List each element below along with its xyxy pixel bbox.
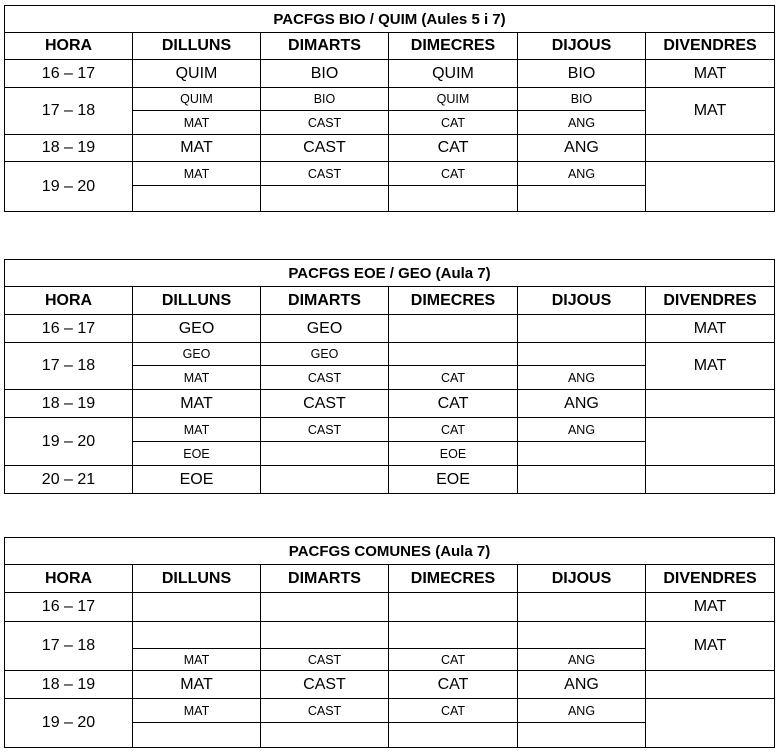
subject-cell <box>389 343 518 366</box>
subject-cell: CAT <box>389 135 518 162</box>
column-header-dilluns: DILLUNS <box>133 33 261 60</box>
subject-cell <box>646 418 775 466</box>
subject-cell: QUIM <box>133 88 261 111</box>
subject-cell: BIO <box>518 88 646 111</box>
subject-cell: CAST <box>261 162 389 186</box>
subject-cell: MAT <box>133 649 261 671</box>
subject-cell <box>646 699 775 748</box>
subject-cell: MAT <box>646 315 775 343</box>
subject-cell: ANG <box>518 699 646 723</box>
subject-cell: MAT <box>646 593 775 622</box>
subject-cell <box>261 466 389 494</box>
schedule-table-eoe-geo <box>4 259 775 494</box>
subject-cell: ANG <box>518 135 646 162</box>
subject-cell: QUIM <box>133 60 261 88</box>
subject-cell: EOE <box>389 442 518 466</box>
subject-cell: ANG <box>518 366 646 390</box>
subject-cell: CAT <box>389 111 518 135</box>
subject-cell: MAT <box>133 111 261 135</box>
subject-cell <box>261 723 389 748</box>
subject-cell: CAT <box>389 390 518 418</box>
subject-cell <box>133 622 261 649</box>
column-header-dimecres: DIMECRES <box>389 565 518 593</box>
subject-cell: CAST <box>261 649 389 671</box>
subject-cell: QUIM <box>389 88 518 111</box>
column-header-dimecres: DIMECRES <box>389 287 518 315</box>
hour-cell: 16 – 17 <box>5 60 133 88</box>
column-header-hora: HORA <box>5 33 133 60</box>
subject-cell: CAST <box>261 671 389 699</box>
column-header-dimarts: DIMARTS <box>261 33 389 60</box>
subject-cell: ANG <box>518 671 646 699</box>
subject-cell: BIO <box>518 60 646 88</box>
subject-cell: BIO <box>261 60 389 88</box>
hour-cell: 18 – 19 <box>5 135 133 162</box>
hour-cell: 17 – 18 <box>5 622 133 671</box>
subject-cell: CAST <box>261 418 389 442</box>
subject-cell <box>389 622 518 649</box>
schedule-table-comunes <box>4 537 775 748</box>
subject-cell: MAT <box>133 671 261 699</box>
column-header-divendres: DIVENDRES <box>646 33 775 60</box>
subject-cell <box>389 315 518 343</box>
subject-cell: ANG <box>518 418 646 442</box>
column-header-hora: HORA <box>5 287 133 315</box>
hour-cell: 19 – 20 <box>5 418 133 466</box>
hour-cell: 18 – 19 <box>5 671 133 699</box>
hour-cell: 19 – 20 <box>5 162 133 212</box>
column-header-hora: HORA <box>5 565 133 593</box>
subject-cell: CAT <box>389 366 518 390</box>
column-header-dilluns: DILLUNS <box>133 565 261 593</box>
subject-cell <box>518 466 646 494</box>
subject-cell: CAST <box>261 111 389 135</box>
subject-cell: CAT <box>389 418 518 442</box>
column-header-dimecres: DIMECRES <box>389 33 518 60</box>
subject-cell <box>518 343 646 366</box>
subject-cell: GEO <box>261 343 389 366</box>
subject-cell: MAT <box>646 343 775 390</box>
subject-cell: GEO <box>133 343 261 366</box>
column-header-dimarts: DIMARTS <box>261 287 389 315</box>
subject-cell <box>646 466 775 494</box>
subject-cell: MAT <box>133 418 261 442</box>
hour-cell: 17 – 18 <box>5 88 133 135</box>
subject-cell <box>133 723 261 748</box>
hour-cell: 18 – 19 <box>5 390 133 418</box>
subject-cell: MAT <box>133 699 261 723</box>
column-header-dijous: DIJOUS <box>518 33 646 60</box>
hour-cell: 17 – 18 <box>5 343 133 390</box>
subject-cell: BIO <box>261 88 389 111</box>
subject-cell: CAST <box>261 135 389 162</box>
subject-cell <box>646 390 775 418</box>
subject-cell <box>518 622 646 649</box>
subject-cell: MAT <box>646 88 775 135</box>
subject-cell <box>646 162 775 212</box>
subject-cell <box>518 723 646 748</box>
subject-cell: CAST <box>261 699 389 723</box>
subject-cell: ANG <box>518 111 646 135</box>
subject-cell <box>133 593 261 622</box>
subject-cell <box>261 593 389 622</box>
subject-cell: EOE <box>389 466 518 494</box>
subject-cell <box>646 135 775 162</box>
subject-cell <box>261 622 389 649</box>
schedule-table-bio-quim <box>4 5 775 212</box>
hour-cell: 19 – 20 <box>5 699 133 748</box>
subject-cell: CAT <box>389 162 518 186</box>
subject-cell: MAT <box>133 135 261 162</box>
subject-cell: MAT <box>646 622 775 671</box>
hour-cell: 16 – 17 <box>5 593 133 622</box>
subject-cell <box>389 723 518 748</box>
hour-cell: 16 – 17 <box>5 315 133 343</box>
subject-cell: GEO <box>261 315 389 343</box>
subject-cell: CAT <box>389 649 518 671</box>
subject-cell: MAT <box>133 390 261 418</box>
subject-cell: MAT <box>133 162 261 186</box>
subject-cell: ANG <box>518 162 646 186</box>
subject-cell <box>389 186 518 212</box>
subject-cell: GEO <box>133 315 261 343</box>
subject-cell <box>518 315 646 343</box>
table-title: PACFGS EOE / GEO (Aula 7) <box>5 260 775 287</box>
subject-cell <box>133 186 261 212</box>
subject-cell: CAST <box>261 366 389 390</box>
subject-cell: ANG <box>518 649 646 671</box>
subject-cell: QUIM <box>389 60 518 88</box>
subject-cell <box>518 442 646 466</box>
subject-cell: CAT <box>389 699 518 723</box>
column-header-divendres: DIVENDRES <box>646 287 775 315</box>
subject-cell: EOE <box>133 466 261 494</box>
column-header-divendres: DIVENDRES <box>646 565 775 593</box>
subject-cell <box>518 593 646 622</box>
subject-cell: MAT <box>133 366 261 390</box>
subject-cell: CAST <box>261 390 389 418</box>
column-header-dimarts: DIMARTS <box>261 565 389 593</box>
column-header-dijous: DIJOUS <box>518 287 646 315</box>
subject-cell <box>389 593 518 622</box>
column-header-dijous: DIJOUS <box>518 565 646 593</box>
subject-cell: ANG <box>518 390 646 418</box>
table-title: PACFGS COMUNES (Aula 7) <box>5 538 775 565</box>
table-title: PACFGS BIO / QUIM (Aules 5 i 7) <box>5 6 775 33</box>
subject-cell <box>518 186 646 212</box>
subject-cell <box>261 186 389 212</box>
hour-cell: 20 – 21 <box>5 466 133 494</box>
subject-cell: EOE <box>133 442 261 466</box>
subject-cell <box>261 442 389 466</box>
subject-cell: CAT <box>389 671 518 699</box>
subject-cell <box>646 671 775 699</box>
column-header-dilluns: DILLUNS <box>133 287 261 315</box>
subject-cell: MAT <box>646 60 775 88</box>
